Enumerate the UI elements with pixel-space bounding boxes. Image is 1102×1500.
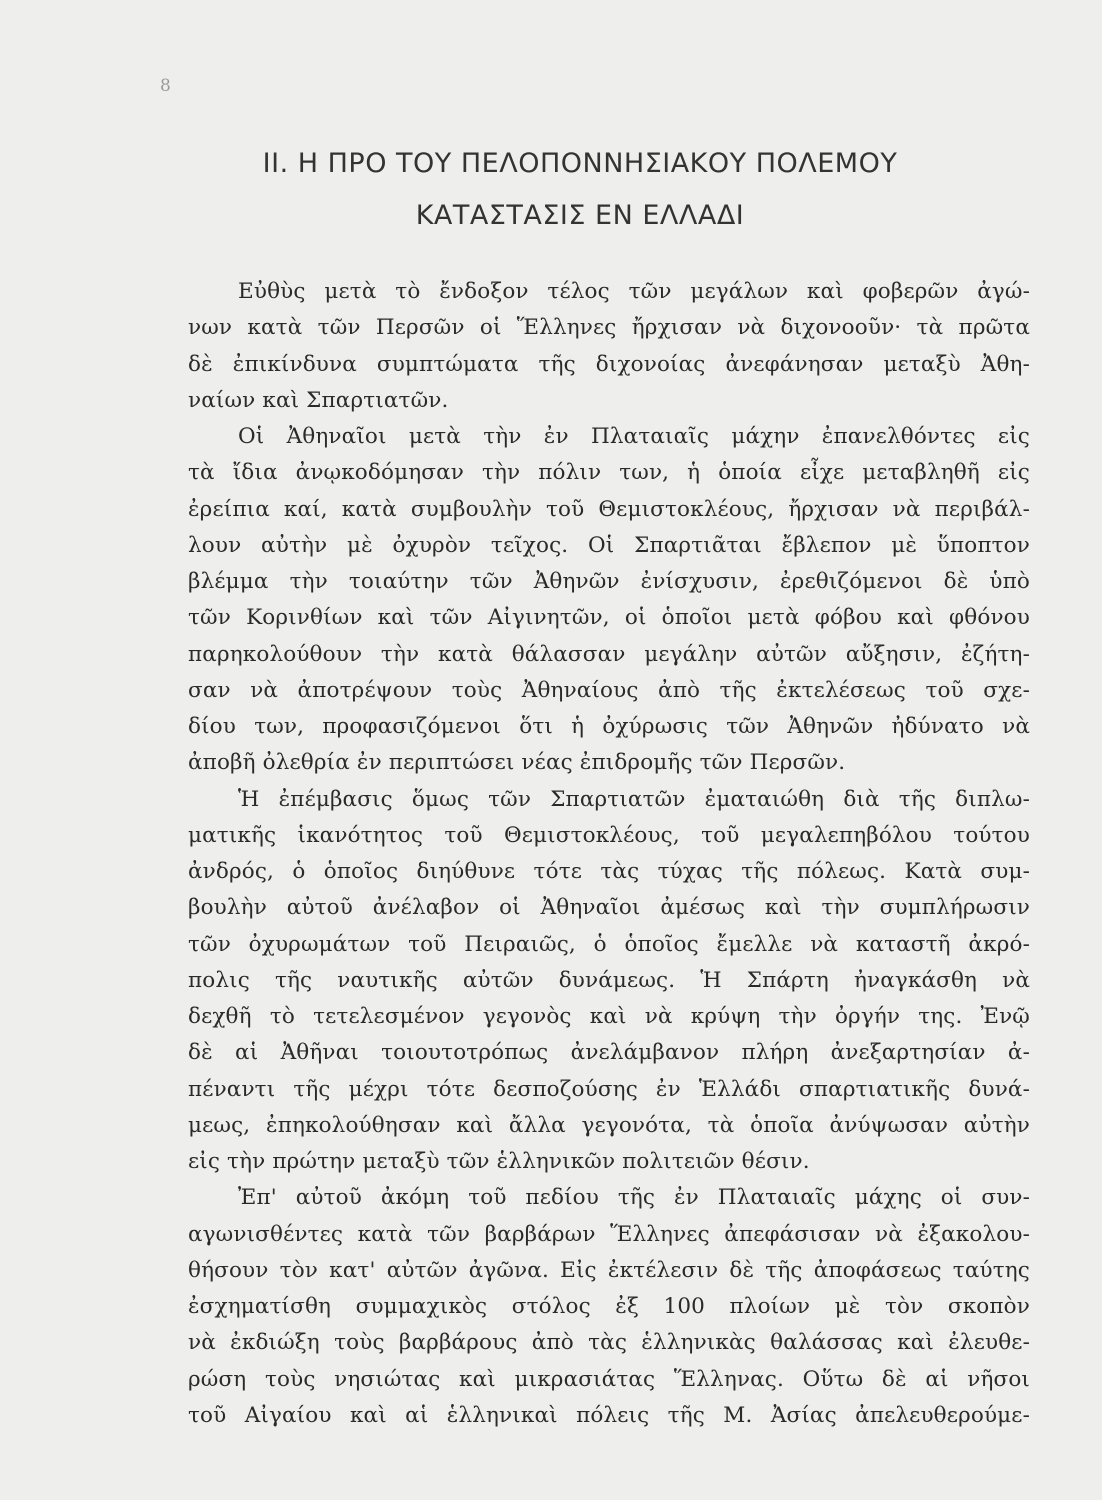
text-line: Ἡ ἐπέμβασις ὅμως τῶν Σπαρτιατῶν ἐματαιώθη διὰ τῆς διπλω-	[238, 786, 1030, 812]
text-line: δεχθῆ τὸ τετελεσμένον γεγονὸς καὶ νὰ κρύψη τὴν ὀργήν της. Ἐνῷ	[188, 1004, 1030, 1029]
text-line: παρηκολούθουν τὴν κατὰ θάλασσαν μεγάλην αὐτῶν αὔξησιν, ἐζήτη-	[188, 641, 1030, 667]
text-line: Ἐπ' αὐτοῦ ἀκόμη τοῦ πεδίου τῆς ἐν Πλαταιαῖς μάχης οἱ συν-	[238, 1185, 1030, 1211]
text-line: Οἱ Ἀθηναῖοι μετὰ τὴν ἐν Πλαταιαῖς μάχην ἐπανελθόντες εἰς	[238, 424, 1030, 449]
text-line: πολις τῆς ναυτικῆς αὐτῶν δυνάμεως. Ἡ Σπάρτη ἠναγκάσθη νὰ	[188, 967, 1030, 993]
text-line: τῶν ὀχυρωμάτων τοῦ Πειραιῶς, ὁ ὁποῖος ἔμελλε νὰ καταστῆ ἀκρό-	[188, 931, 1030, 957]
text-line: τοῦ Αἰγαίου καὶ αἱ ἑλληνικαὶ πόλεις τῆς Μ. Ἀσίας ἀπελευθερούμε-	[188, 1402, 1030, 1428]
page-number: 8	[160, 76, 171, 96]
text-line: δὲ αἱ Ἀθῆναι τοιουτοτρόπως ἀνελάμβανον πλήρη ἀνεξαρτησίαν ἀ-	[188, 1040, 1030, 1066]
text-line: θήσουν τὸν κατ' αὐτῶν ἀγῶνα. Εἰς ἐκτέλεσιν δὲ τῆς ἀποφάσεως ταύτης	[188, 1257, 1030, 1283]
text-line: Εὐθὺς μετὰ τὸ ἔνδοξον τέλος τῶν μεγάλων καὶ φοβερῶν ἀγώ-	[238, 279, 1030, 304]
text-line: μεως, ἐπηκολούθησαν καὶ ἄλλα γεγονότα, τὰ ὁποῖα ἀνύψωσαν αὐτὴν	[188, 1112, 1030, 1138]
text-line: εἰς τὴν πρώτην μεταξὺ τῶν ἑλληνικῶν πολιτειῶν θέσιν.	[188, 1149, 810, 1174]
text-line: τὰ ἴδια ἀνῳκοδόμησαν τὴν πόλιν των, ἡ ὁποία εἶχε μεταβληθῆ εἰς	[188, 460, 1030, 486]
text-line: ἀποβῆ ὀλεθρία ἐν περιπτώσει νέας ἐπιδρομῆς τῶν Περσῶν.	[188, 750, 846, 776]
text-line: ρώση τοὺς νησιώτας καὶ μικρασιάτας Ἕλληνας. Οὕτω δὲ αἱ νῆσοι	[188, 1366, 1030, 1392]
text-line: νων κατὰ τῶν Περσῶν οἱ Ἕλληνες ἤρχισαν νὰ διχονοοῦν· τὰ πρῶτα	[188, 315, 1030, 341]
text-line: ματικῆς ἱκανότητος τοῦ Θεμιστοκλέους, τοῦ μεγαλεπηβόλου τούτου	[188, 822, 1030, 848]
text-line: νὰ ἐκδιώξη τοὺς βαρβάρους ἀπὸ τὰς ἑλληνικὰς θαλάσσας καὶ ἐλευθε-	[188, 1330, 1030, 1356]
text-line: ναίων καὶ Σπαρτιατῶν.	[188, 387, 449, 413]
text-line: βλέμμα τὴν τοιαύτην τῶν Ἀθηνῶν ἐνίσχυσιν, ἐρεθιζόμενοι δὲ ὑπὸ	[188, 569, 1030, 594]
body-text	[188, 274, 1030, 1434]
text-line: βουλὴν αὐτοῦ ἀνέλαβον οἱ Ἀθηναῖοι ἀμέσως καὶ τὴν συμπλήρωσιν	[188, 895, 1030, 921]
text-line: ἐρείπια καί, κατὰ συμβουλὴν τοῦ Θεμιστοκλέους, ἤρχισαν νὰ περιβάλ-	[188, 496, 1030, 522]
text-line: πέναντι τῆς μέχρι τότε δεσποζούσης ἐν Ἑλλάδι σπαρτιατικῆς δυνά-	[188, 1076, 1030, 1102]
text-line: δίου των, προφασιζόμενοι ὅτι ἡ ὀχύρωσις τῶν Ἀθηνῶν ἠδύνατο νὰ	[188, 714, 1030, 739]
chapter-heading-line-2: ΚΑΤΑΣΤΑΣΙΣ ΕΝ ΕΛΛΑΔΙ	[415, 200, 745, 231]
text-line: δὲ ἐπικίνδυνα συμπτώματα τῆς διχονοίας ἀνεφάνησαν μεταξὺ Ἀθη-	[188, 351, 1030, 377]
text-line: αγωνισθέντες κατὰ τῶν βαρβάρων Ἕλληνες ἀπεφάσισαν νὰ ἐξακολου-	[188, 1221, 1030, 1247]
text-line: σαν νὰ ἀποτρέψουν τοὺς Ἀθηναίους ἀπὸ τῆς ἐκτελέσεως τοῦ σχε-	[188, 677, 1030, 703]
text-line: λουν αὐτὴν μὲ ὀχυρὸν τεῖχος. Οἱ Σπαρτιᾶται ἔβλεπον μὲ ὕποπτον	[188, 532, 1030, 558]
text-line: ἐσχηματίσθη συμμαχικὸς στόλος ἐξ 100 πλοίων μὲ τὸν σκοπὸν	[188, 1294, 1030, 1319]
chapter-heading-line-1: ΙΙ. Η ΠΡΟ ΤΟΥ ΠΕΛΟΠΟΝΝΗΣΙΑΚΟΥ ΠΟΛΕΜΟΥ	[262, 148, 898, 179]
text-line: ἀνδρός, ὁ ὁποῖος διηύθυνε τότε τὰς τύχας τῆς πόλεως. Κατὰ συμ-	[188, 859, 1030, 884]
text-line: τῶν Κορινθίων καὶ τῶν Αἰγινητῶν, οἱ ὁποῖοι μετὰ φόβου καὶ φθόνου	[188, 605, 1030, 631]
